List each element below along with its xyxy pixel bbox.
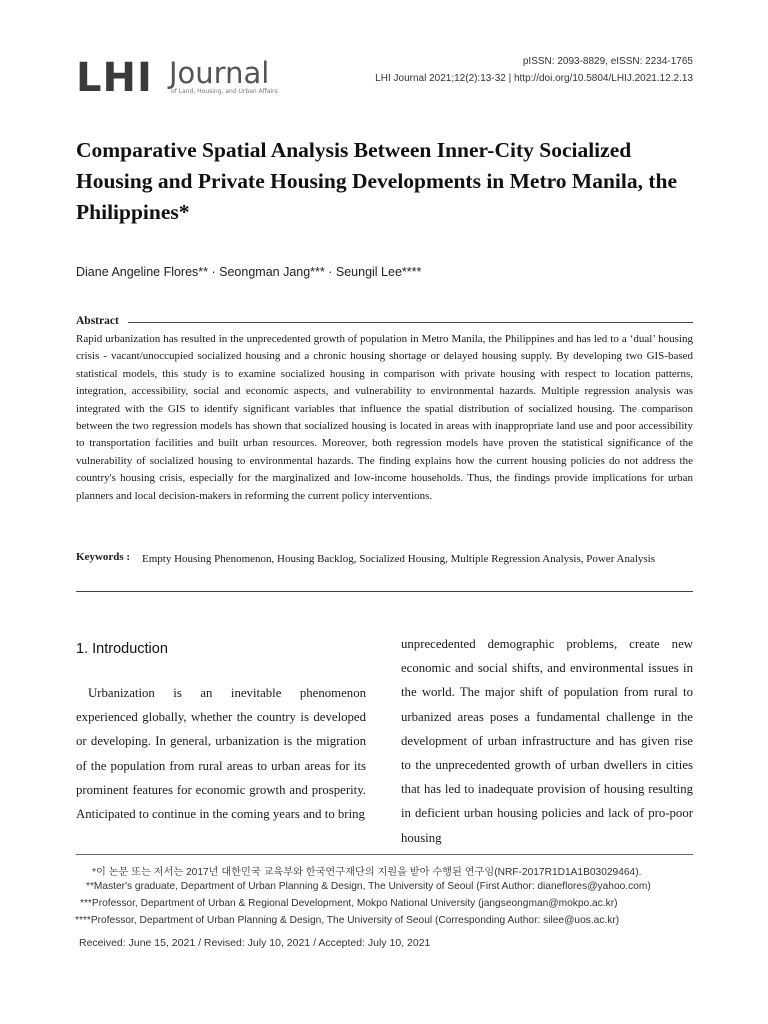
keywords-list: Empty Housing Phenomenon, Housing Backlog, Socialized Housing, Multiple Regression Analysis, Power Analysis — [142, 553, 655, 565]
footnote-author-2: ***Professor, Department of Urban & Regional Development, Mokpo National University (jangseongman@mokpo.ac.kr) — [80, 898, 618, 909]
logo-journal-text: Journal — [169, 56, 270, 90]
issn-line: pISSN: 2093-8829, eISSN: 2234-1765 — [522, 56, 693, 67]
abstract-bottom-rule — [76, 591, 693, 592]
author-list: Diane Angeline Flores** · Seongman Jang*** · Seungil Lee**** — [76, 265, 422, 279]
article-title: Comparative Spatial Analysis Between Inner-City Socialized Housing and Private Housing Developments in Metro Manila, the Philippines* — [76, 138, 678, 224]
section-heading-introduction: 1. Introduction — [76, 641, 168, 657]
body-column-right: unprecedented demographic problems, create new economic and social shifts, and environmental issues in the world. The major shift of population from rural to urbanized areas poses a fundamental challenge in the development of urban infrastructure and has given rise to the unprecedented growth of urban dwellers in cities that has led to inadequate provision of housing resulting in deficient urban housing policies and lack of pro-poor housing — [401, 637, 693, 845]
body-column-left: Urbanization is an inevitable phenomenon experienced globally, whether the country is developed or developing. In general, urbanization is the migration of the population from rural areas to urban areas for its prominent features for economic growth and prosperity. Anticipated to continue in the coming years and to bring — [76, 686, 366, 822]
footnote-rule — [76, 854, 693, 855]
footnote-funding: *이 논문 또는 저서는 2017년 대한민국 교육부와 한국연구재단의 지원을 받아 수행된 연구임(NRF-2017R1D1A1B03029464). — [92, 867, 642, 878]
logo-lhi-text: LHI — [76, 55, 153, 101]
abstract-top-rule — [128, 322, 693, 323]
footnote-author-3: ****Professor, Department of Urban Planning & Design, The University of Seoul (Corresponding Author: silee@uos.ac.kr) — [75, 915, 620, 926]
keywords-label: Keywords : — [76, 551, 131, 563]
abstract-text: Rapid urbanization has resulted in the unprecedented growth of population in Metro Manila, the Philippines and has led to a ‘dual’ housing crisis - vacant/unoccupied socialized housing and a chronic housing shortage or delayed housing supply. By developing two GIS-based statistical models, this study is to examine socialized housing in comparison with private housing with respect to location patterns, integration, accessibility, social and economic aspects, and vulnerability to environmental hazards. Multiple regression analysis was integrated with the GIS to identify significant variables that influence the spatial distribution of socialized housing. The comparison between the two regression models has shown that socialized housing is located in areas with inappropriate land use and poor accessibility to transportation facilities and built urban resources. Moreover, both regression models have proven the statistical significance of the vulnerability of socialized housing to environmental hazards. The finding explains how the current housing policies do not address the country's housing crisis, especially for the marginalized and low-income households. Thus, the findings provide implications for urban planners and local decision-makers in reforming the current policy interventions. — [76, 333, 693, 502]
logo-subtitle: of Land, Housing, and Urban Affairs — [171, 88, 278, 95]
journal-logo — [76, 56, 296, 100]
citation-line: LHI Journal 2021;12(2):13-32 | http://doi.org/10.5804/LHIJ.2021.12.2.13 — [375, 73, 693, 84]
abstract-heading: Abstract — [76, 315, 119, 327]
received-dates: Received: June 15, 2021 / Revised: July 10, 2021 / Accepted: July 10, 2021 — [79, 937, 431, 949]
footnote-author-1: **Master's graduate, Department of Urban Planning & Design, The University of Seoul (First Author: dianeflores@yahoo.com) — [86, 881, 651, 892]
